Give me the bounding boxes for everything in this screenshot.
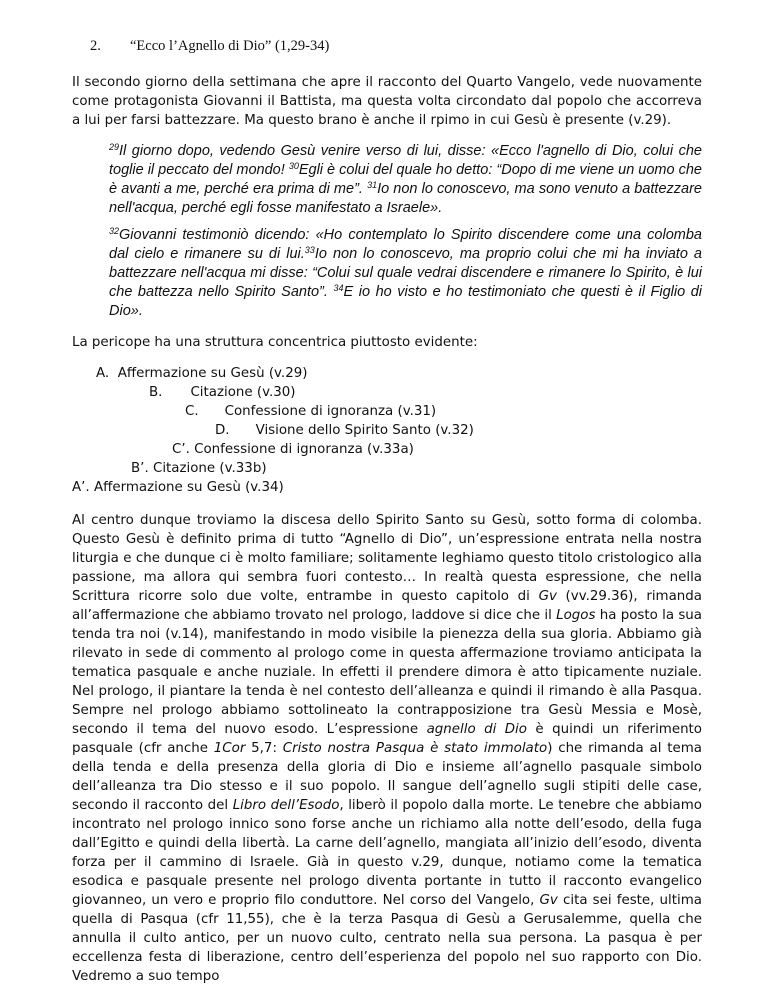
body-text: è quindi un riferimento pasquale (cfr anche bbox=[72, 722, 702, 756]
body-text: cita sei feste, ultima quella di Pasqua (cfr 11,55), che è la terza Pasqua di Gesù a Gerusalemme, quella che annulla il culto antico, per un nuovo culto, centrato nella sua persona. La pasqua è per eccellenza festa di liberazione, centro dell’esperienza del popolo nel suo rapporto con Dio. Vedremo a suo tempo bbox=[72, 893, 702, 984]
outline-label: A. bbox=[96, 366, 110, 381]
outline-label: B. bbox=[149, 385, 163, 400]
outline-label: C. bbox=[185, 404, 199, 419]
section-heading bbox=[90, 38, 702, 55]
outline-label: D. bbox=[215, 423, 230, 438]
section-title: “Ecco l’Agnello di Dio” (1,29-34) bbox=[130, 38, 330, 54]
body-italic: Logos bbox=[556, 608, 596, 623]
concentric-outline bbox=[72, 364, 702, 497]
body-italic: Libro dell’Esodo bbox=[232, 798, 340, 813]
scripture-quote-1 bbox=[109, 142, 702, 218]
verse-number: 33 bbox=[304, 245, 315, 255]
verse-number: 29 bbox=[109, 142, 120, 152]
intro-paragraph: Il secondo giorno della settimana che apre il racconto del Quarto Vangelo, vede nuovamente come protagonista Giovanni il Battista, ma questa volta circondato dal popolo che accorreva a lui per farsi battezzare. Ma questo brano è anche il rpimo in cui Gesù è presente (v.29). bbox=[72, 75, 702, 128]
verse-text: E io ho visto e ho testimoniato che questi è il Figlio di Dio». bbox=[109, 284, 702, 319]
body-italic: Cristo nostra Pasqua è stato immolato bbox=[282, 741, 548, 756]
outline-label: B’. bbox=[131, 461, 149, 476]
verse-text: Il giorno dopo, vedendo Gesù venire verso di lui, disse: «Ecco l'agnello di Dio, colui che toglie il peccato del mondo! bbox=[109, 143, 702, 178]
body-text: ha posto la sua tenda tra noi (v.14), manifestando in modo visibile la pienezza della sua gloria. Abbiamo già rilevato in sede di commento al prologo come in questa affermazione troviamo anticipata la tematica pasquale e anche nuziale. In effetti il prendere dimora è atto tipicamente nuziale. Nel prologo, il piantare la tenda è nel contesto dell’alleanza e quindi il rimando è alla Pasqua. Sempre nel prologo abbiamo sottolineato la contrapposizione tra Gesù Messia e Mosè, secondo il tema del nuovo esodo. L’espressione bbox=[72, 608, 702, 737]
commentary-paragraph bbox=[72, 511, 702, 986]
body-text: Al centro dunque troviamo la discesa dello Spirito Santo su Gesù, sotto forma di colomba. Questo Gesù è definito prima di tutto “Agnello di Dio”, un’espressione entrata nella nostra liturgia e che dunque ci è molto familiare; solitamente leghiamo questo titolo cristologico alla passione, ma allora qui sembra fuori contesto… In realtà questa espressione, che nella Scrittura ricorre solo due volte, entrambe in questo capitolo di bbox=[72, 513, 702, 604]
body-text: 5,7: bbox=[245, 741, 283, 756]
body-text: (vv.29.36), rimanda all’affermazione che abbiamo trovato nel prologo, laddove si dice che il bbox=[72, 589, 702, 623]
body-italic: Gv bbox=[538, 589, 557, 604]
body-text: , liberò il popolo dalla morte. Le tenebre che abbiamo incontrato nel prologo innico sono forse anche un richiamo alla notte dell’esodo, della fuga dall’Egitto e quindi della libertà. La carne dell’agnello, mangiata all’inizio dell’esodo, diventa forza per il cammino di Israele. Già in questo v.29, dunque, notiamo come la tematica esodica e pasquale presente nel prologo diventa portante in tutto il racconto evangelico giovanneo, un vero e proprio filo conduttore. Nel corso del Vangelo, bbox=[72, 798, 702, 908]
outline-item bbox=[72, 478, 702, 497]
outline-item bbox=[72, 421, 702, 440]
body-text: ) che rimanda al tema della tenda e della presenza della gloria di Dio e insieme all’agnello pasquale simbolo dell’alleanza tra Dio stesso e il suo popolo. Il sangue dell’agnello sugli stipiti delle case, secondo il racconto del bbox=[72, 741, 702, 813]
body-italic: Gv bbox=[539, 893, 558, 908]
scripture-quote-2 bbox=[109, 226, 702, 321]
section-number: 2. bbox=[90, 38, 101, 54]
outline-label: C’. bbox=[172, 442, 190, 457]
verse-text: Io non lo conoscevo, ma proprio colui che mi ha inviato a battezzare nell'acqua mi disse: “Colui sul quale vedrai discendere e rimanere lo Spirito, è lui che battezza nello Spirito Santo”. bbox=[109, 246, 702, 300]
document-page bbox=[72, 38, 702, 986]
verse-text: Giovanni testimoniò dicendo: «Ho contemplato lo Spirito discendere come una colomba dal cielo e rimanere su di lui. bbox=[109, 227, 702, 262]
verse-number: 32 bbox=[109, 226, 120, 236]
outline-text: Affermazione su Gesù (v.29) bbox=[117, 366, 308, 381]
verse-number: 31 bbox=[367, 180, 378, 190]
outline-label: A’. bbox=[72, 480, 90, 495]
outline-text: Confessione di ignoranza (v.31) bbox=[224, 404, 437, 419]
outline-text: Confessione di ignoranza (v.33a) bbox=[194, 442, 414, 457]
outline-text: Citazione (v.33b) bbox=[152, 461, 267, 476]
verse-text: Io non lo conoscevo, ma sono venuto a battezzare nell'acqua, perché egli fosse manifestato a Israele». bbox=[109, 181, 702, 216]
verse-number: 34 bbox=[333, 283, 344, 293]
outline-text: Citazione (v.30) bbox=[190, 385, 296, 400]
outline-item bbox=[72, 364, 702, 383]
verse-number: 30 bbox=[288, 161, 299, 171]
verse-text: Egli è colui del quale ho detto: “Dopo di me viene un uomo che è avanti a me, perché era prima di me”. bbox=[109, 162, 702, 197]
body-italic: 1Cor bbox=[213, 741, 246, 756]
outline-item bbox=[72, 402, 702, 421]
outline-text: Affermazione su Gesù (v.34) bbox=[93, 480, 284, 495]
outline-item bbox=[72, 459, 702, 478]
outline-item bbox=[72, 383, 702, 402]
outline-text: Visione dello Spirito Santo (v.32) bbox=[255, 423, 474, 438]
structure-lead: La pericope ha una struttura concentrica piuttosto evidente: bbox=[72, 335, 478, 350]
outline-item bbox=[72, 440, 702, 459]
body-italic: agnello di Dio bbox=[426, 722, 527, 737]
